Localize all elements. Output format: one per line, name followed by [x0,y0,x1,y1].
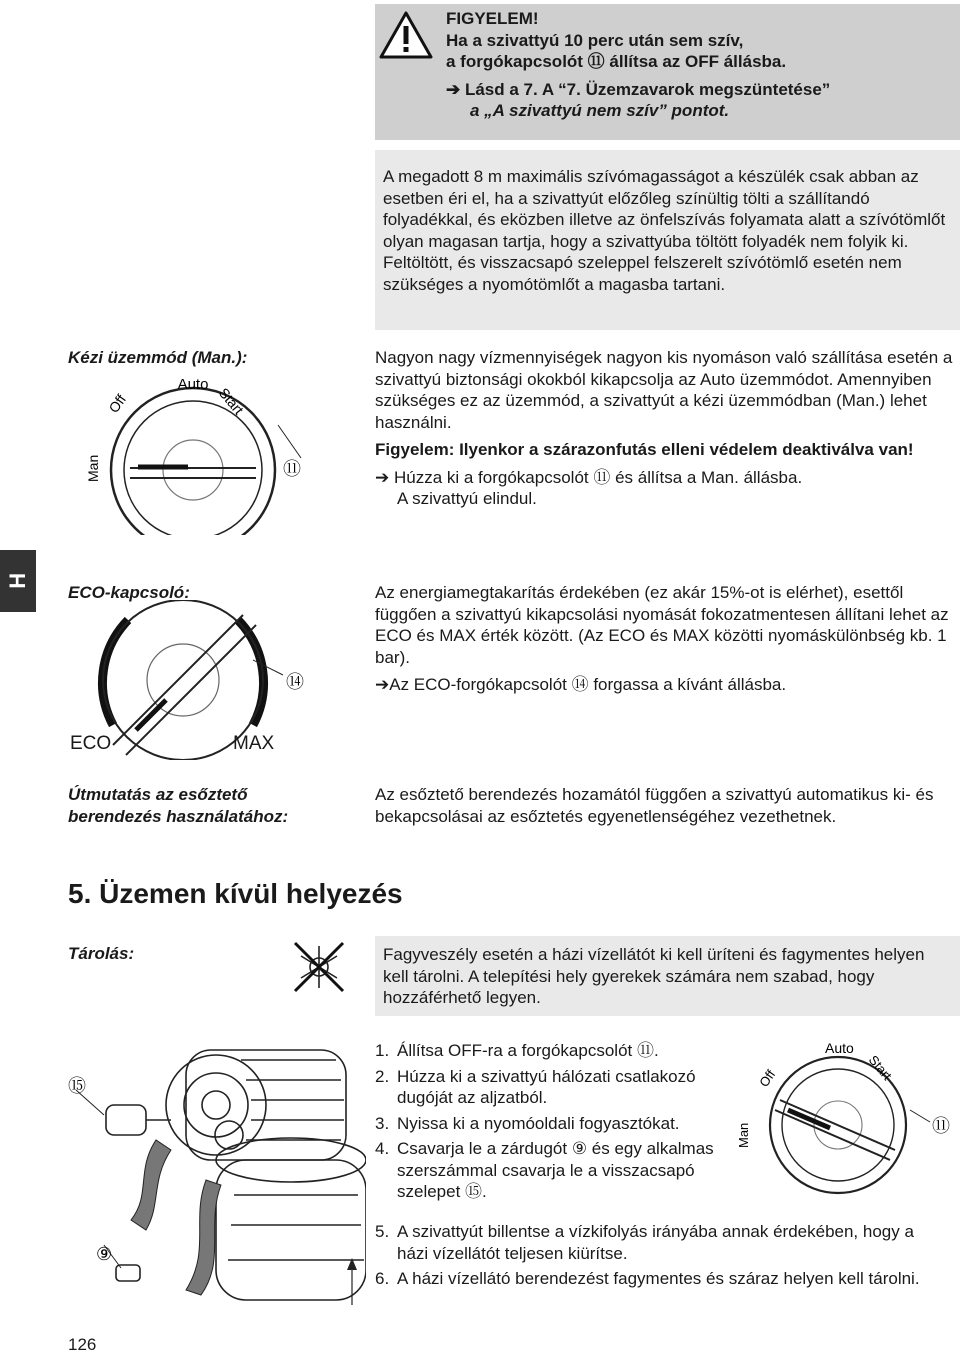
dial-off-label: Off [756,1067,779,1090]
drain-plug [116,1265,140,1281]
eco-label: ECO-kapcsoló: [68,583,190,602]
dial-callout: ⑪ [932,1116,950,1137]
rain-label: Útmutatás az esőztető berendezés használatához: [68,785,289,826]
list-item: 3. Nyissa ki a nyomóoldali fogyasztókat. [375,1113,680,1133]
storage-steps-bottom [375,1221,945,1294]
check-valve [106,1105,146,1135]
manual-step: ➔ Húzza ki a forgókapcsolót ⑪ és állítsa a Man. állásba. [375,467,803,487]
warning-line: a forgókapcsolót ⑪ állítsa az OFF állásba. [446,52,787,71]
pump-illustration [66,1020,366,1310]
manual-body [375,347,955,510]
warning-text [446,8,946,122]
section-title: 5. Üzemen kívül helyezés [68,878,403,909]
manual-paragraph: Nagyon nagy vízmennyiségek nagyon kis nyomáson való szállítása esetén a szivattyú biztonsági okokból kikapcsolja az Auto üzemmódot. Amennyiben szükséges ez az üzemmód, a szivattyút a kézi üzemmódban (Man.) lehet használni. [375,348,953,432]
water-flow [131,1140,171,1230]
eco-min-label: ECO [70,733,112,754]
callout-9: ⑨ [96,1244,113,1265]
dial-start-label: Start [865,1052,895,1083]
storage-label: Tárolás: [68,944,135,963]
warning-line: ➔ Lásd a 7. A “7. Üzemzavarok megszüntetése” [446,79,831,99]
manual-warning: Figyelem: Ilyenkor a szárazonfutás elleni védelem deaktiválva van! [375,440,914,459]
warning-title: FIGYELEM! [446,9,539,28]
list-item: 2. Húzza ki a szivattyú hálózati csatlakozó dugóját az aljzatból. [375,1066,696,1107]
dial-auto-label: Auto [177,376,209,393]
frost-text: Fagyveszély esetén a házi vízellátót ki kell üríteni és fagymentes helyen kell tárolni. A telepítési hely gyerekek számára nem szabad, hogy hozzáférhető legyen. [383,945,925,1007]
list-item: 5. A szivattyút billentse a vízkifolyás irányába annak érdekében, hogy a házi vízellátót teljesen kiürítse. [375,1222,914,1263]
dial-outer-ring [111,388,275,535]
no-frost-icon [292,940,346,994]
eco-pointer [136,700,166,730]
eco-body [375,582,955,696]
dial-off-label: Off [105,391,130,416]
storage-steps-top [375,1040,735,1207]
list-item: 6. A házi vízellátó berendezést fagymentes és száraz helyen kell tárolni. [375,1269,920,1288]
list-item: 1. Állítsa OFF-ra a forgókapcsolót ⑪. [375,1041,659,1060]
eco-callout: ⑭ [286,672,304,693]
eco-step: ➔Az ECO-forgókapcsolót ⑭ forgassa a kívánt állásba. [375,675,787,694]
language-tab: H [0,550,36,612]
callout-15: ⑮ [68,1076,86,1097]
rain-text: Az esőztető berendezés hozamától függően a szivattyú automatikus ki- és bekapcsolásai az esőztetés egyenetlenségéhez vezethetnek. [375,785,934,826]
dial-man-label: Man [85,454,101,482]
page-number: 126 [68,1335,97,1354]
dial-callout: ⑪ [283,459,301,480]
warning-triangle-icon [378,10,434,60]
note-text: A megadott 8 m maximális szívómagasságot a készülék csak abban az esetben éri el, ha a szivattyút előzőleg színültig tölti a szállítandó folyadékkal, és eközben illetve az önfelszívás folyamata alatt a szívótömlőt olyan magasan tartja, hogy a szivattyúba töltött folyadék nem folyik ki. Feltöltött, és visszacsapó szeleppel felszerelt szívótömlő esetén nem szükséges a nyomótömlőt a magasba tartani. [383,167,946,294]
warning-line: Ha a szivattyú 10 perc után sem szív, [446,30,744,50]
dial-start-label: Start [215,384,247,418]
storage-dial-figure [730,1030,955,1195]
dial-auto-label: Auto [825,1040,854,1056]
eco-max-label: MAX [233,733,275,754]
manual-mode-label: Kézi üzemmód (Man.): [68,348,248,367]
manual-step-result: A szivattyú elindul. [397,489,537,508]
pump-tank [216,1160,366,1300]
dial-man-label: Man [736,1122,751,1148]
manual-dial-figure [78,370,338,535]
warning-line: a „A szivattyú nem szív” pontot. [470,101,730,120]
eco-paragraph: Az energiamegtakarítás érdekében (ez akár 15%-ot is elérhet), esettől függően a szivattyú kikapcsolási nyomását fokozatmentesen állítani lehet az ECO és MAX érték között. (Az ECO és MAX közötti nyomáskülönbség kb. 1 bar). [375,583,949,667]
list-item: 4. Csavarja le a zárdugót ⑨ és egy alkalmas szerszámmal csavarja le a visszacsapó szelepet ⑮. [375,1139,714,1201]
